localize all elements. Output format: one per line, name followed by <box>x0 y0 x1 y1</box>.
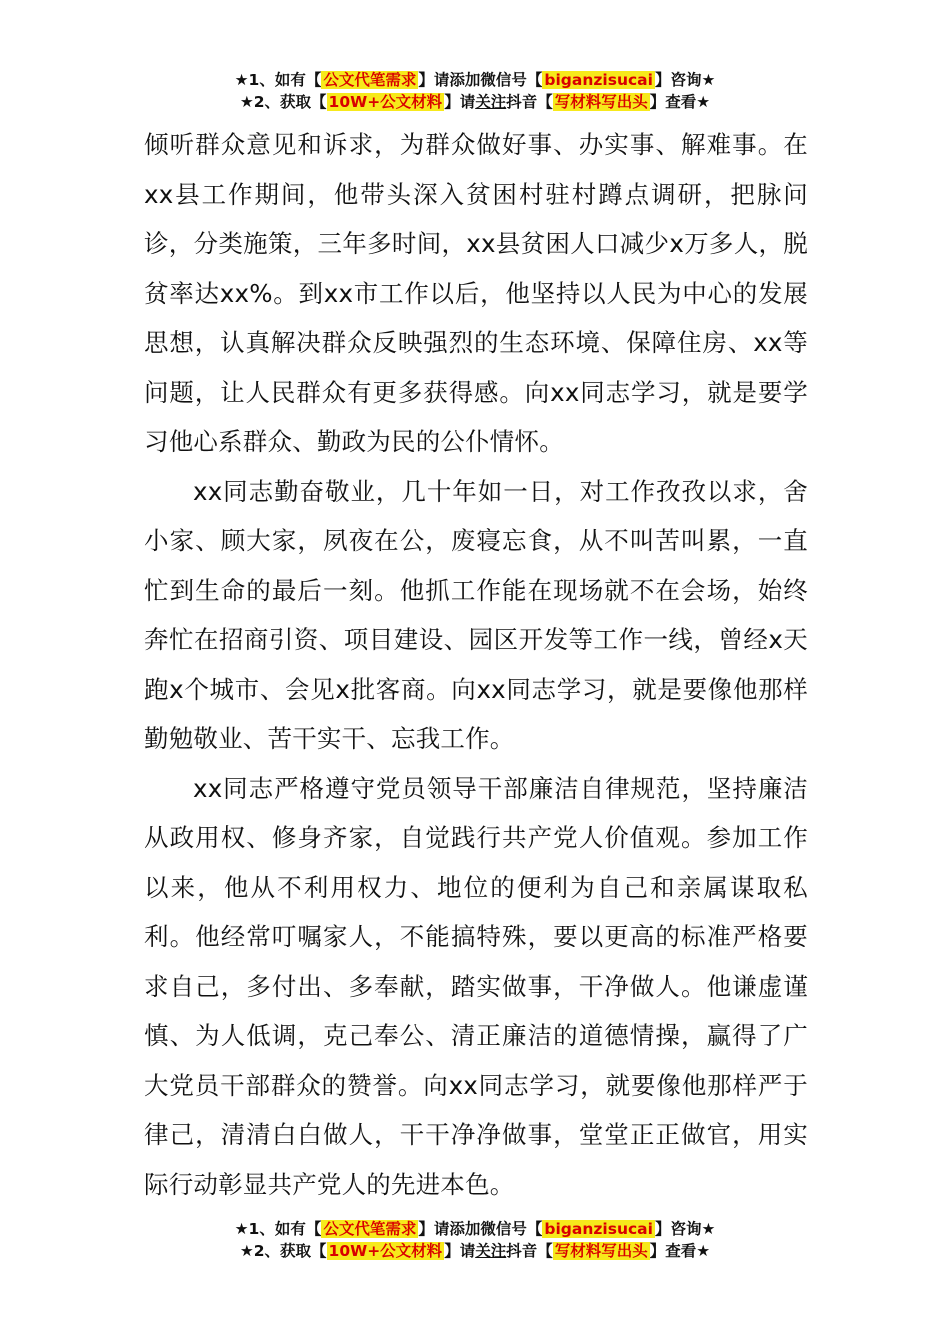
paragraph-1: 倾听群众意见和诉求，为群众做好事、办实事、解难事。在xx县工作期间，他带头深入贫困村驻村蹲点调研，把脉问诊，分类施策，三年多时间，xx县贫困人口减少x万多人，脱贫率达xx%。到xx市工作以后，他坚持以人民为中心的发展思想，认真解决群众反映强烈的生态环境、保障住房、xx等问题，让人民群众有更多获得感。向xx同志学习，就是要学习他心系群众、勤政为民的公仆情怀。 <box>144 130 808 456</box>
header-banner <box>0 69 950 113</box>
highlight-materials: 10W+公文材料 <box>328 1242 443 1260</box>
paragraph-3: xx同志严格遵守党员领导干部廉洁自律规范，坚持廉洁从政用权、修身齐家，自觉践行共产党人价值观。参加工作以来，他从不利用权力、地位的便利为自己和亲属谋取私利。他经常叮嘱家人，不能搞特殊，要以更高的标准严格要求自己，多付出、多奉献，踏实做事，干净做人。他谦虚谨慎、为人低调，克己奉公、清正廉洁的道德情操，赢得了广大党员干部群众的赞誉。向xx同志学习，就要像他那样严于律己，清清白白做人，干干净净做事，堂堂正正做官，用实际行动彰显共产党人的先进本色。 <box>144 773 808 1199</box>
banner-line-2 <box>0 91 950 113</box>
banner-line-1 <box>0 69 950 91</box>
highlight-wechat-id: biganzisucai <box>544 71 653 89</box>
banner-text: 】咨询★ <box>654 71 716 89</box>
banner-text: ★2、获取【 <box>239 93 327 111</box>
highlight-douyin-account: 写材料写出头 <box>554 93 648 111</box>
banner-emphasis: 添加 <box>449 1220 481 1238</box>
banner-text: 】请 <box>444 1242 476 1260</box>
banner-text: 】请 <box>418 71 450 89</box>
banner-line-2 <box>0 1240 950 1262</box>
banner-text: 微信号【 <box>480 1220 543 1238</box>
highlight-service: 公文代笔需求 <box>323 71 417 89</box>
banner-text: 】请 <box>418 1220 450 1238</box>
highlight-wechat-id: biganzisucai <box>544 1220 653 1238</box>
banner-line-1 <box>0 1218 950 1240</box>
banner-text: ★1、如有【 <box>234 71 322 89</box>
banner-text: 微信号【 <box>480 71 543 89</box>
banner-text: ★2、获取【 <box>239 1242 327 1260</box>
banner-text: ★1、如有【 <box>234 1220 322 1238</box>
banner-emphasis: 添加 <box>449 71 481 89</box>
footer-banner <box>0 1218 950 1262</box>
paragraph-2: xx同志勤奋敬业，几十年如一日，对工作孜孜以求，舍小家、顾大家，夙夜在公，废寝忘食，从不叫苦叫累，一直忙到生命的最后一刻。他抓工作能在现场就不在会场，始终奔忙在招商引资、项目建设、园区开发等工作一线，曾经x天跑x个城市、会见x批客商。向xx同志学习，就是要像他那样勤勉敬业、苦干实干、忘我工作。 <box>144 476 808 753</box>
banner-text: 抖音【 <box>506 93 553 111</box>
highlight-douyin-account: 写材料写出头 <box>554 1242 648 1260</box>
document-body <box>144 120 808 1209</box>
highlight-materials: 10W+公文材料 <box>328 93 443 111</box>
banner-emphasis: 关注 <box>475 1242 507 1260</box>
banner-text: 抖音【 <box>506 1242 553 1260</box>
banner-text: 】咨询★ <box>654 1220 716 1238</box>
banner-text: 】请 <box>444 93 476 111</box>
banner-emphasis: 关注 <box>475 93 507 111</box>
highlight-service: 公文代笔需求 <box>323 1220 417 1238</box>
banner-text: 】查看★ <box>649 1242 711 1260</box>
banner-text: 】查看★ <box>649 93 711 111</box>
